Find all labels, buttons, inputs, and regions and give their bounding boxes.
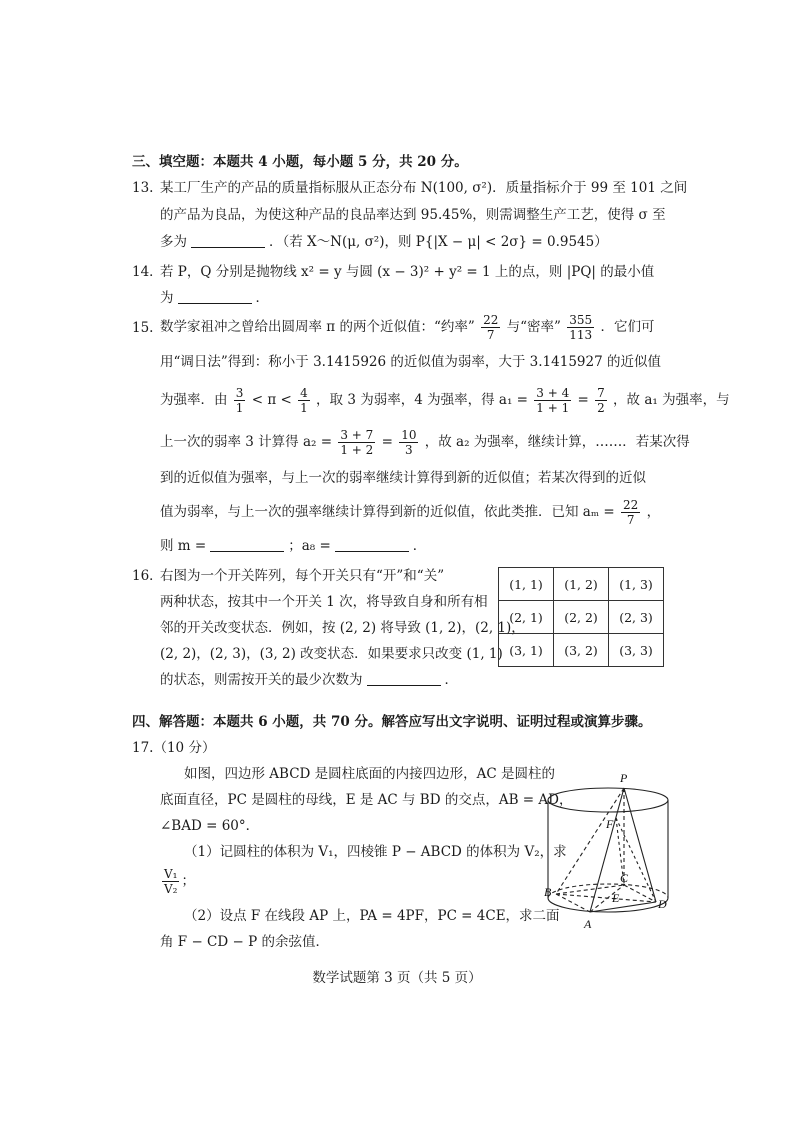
grid-cell: (1, 1) [499, 568, 554, 601]
grid-cell: (2, 2) [554, 601, 609, 634]
text-span: ， [646, 504, 661, 520]
fraction: $\frac{3 + 7}{1 + 2}$ [340, 428, 374, 457]
question-text [160, 382, 730, 418]
question-text: 到的近似值为强率，与上一次的弱率继续计算得到新的近似值；若某次得到的近似 [160, 470, 646, 486]
text-span: 则 m = [160, 538, 207, 554]
text-span: ，故 a₂ 为强率，继续计算，……．若某次得 [424, 434, 690, 450]
answer-blank[interactable] [178, 289, 252, 304]
grid-cell: (3, 3) [609, 634, 664, 667]
question-text: 如图，四边形 ABCD 是圆柱底面的内接四边形，AC 是圆柱的 [184, 766, 556, 782]
question-text: ∠BAD = 60°． [160, 818, 260, 834]
question-number: 13. [132, 180, 154, 196]
text-span: 数学家祖冲之曾给出圆周率 π 的两个近似值：“约率” [160, 319, 475, 335]
question-text [160, 424, 690, 460]
question-number: 16． [132, 568, 163, 584]
answer-blank[interactable] [335, 537, 409, 552]
question-number: 17.（10 分） [132, 740, 216, 756]
text-span: 为 [160, 290, 174, 306]
question-text: （1）记圆柱的体积为 V₁，四棱锥 P − ABCD 的体积为 V₂，求 [184, 844, 567, 860]
text-span: ； [181, 873, 195, 889]
text-span: 的状态，则需按开关的最少次数为 [160, 672, 363, 688]
label-p: P [620, 771, 628, 785]
top-ellipse [548, 788, 668, 812]
text-span: ．（若 X～N(μ, σ²)，则 P{|X − μ| < 2σ} = 0.9545） [269, 234, 608, 250]
text-span: ．它们可 [600, 319, 655, 335]
question-text [160, 310, 654, 344]
fraction: $\frac{4}{1}$ [300, 386, 308, 415]
grid-cell: (1, 3) [609, 568, 664, 601]
fraction: $\frac{10}{3}$ [401, 428, 417, 457]
text-span: = [577, 392, 589, 408]
question-text: (2, 2)，(2, 3)，(3, 2) 改变状态．如果要求只改变 (1, 1) [160, 646, 503, 662]
label-d: D [658, 897, 667, 911]
question-text [160, 670, 458, 690]
label-c: C [620, 871, 629, 885]
edge-ad [590, 902, 656, 912]
question-text: 若 P，Q 分别是抛物线 x² = y 与圆 (x − 3)² + y² = 1 上的点，则 |PQ| 的最小值 [160, 264, 655, 280]
text-span: 上一次的弱率 3 计算得 a₂ = [160, 434, 333, 450]
label-e: E [612, 891, 620, 905]
bottom-back-arc [548, 884, 668, 898]
question-text: 底面直径，PC 是圆柱的母线，E 是 AC 与 BD 的交点，AB = AD， [160, 792, 573, 808]
question-number: 14． [132, 264, 163, 280]
grid-cell: (2, 1) [499, 601, 554, 634]
question-text: 用“调日法”得到：称小于 3.1415926 的近似值为弱率，大于 3.1415927 的近似值 [160, 354, 661, 370]
grid-cell: (3, 2) [554, 634, 609, 667]
question-text: 某工厂生产的产品的质量指标服从正态分布 N(100, σ²)．质量指标介于 99 至 101 之间 [160, 180, 688, 196]
text-span: ． [255, 290, 269, 306]
label-b: B [544, 885, 552, 899]
text-span: = [381, 434, 393, 450]
section-heading: 四、解答题：本题共 6 小题，共 70 分。解答应写出文字说明、证明过程或演算步骤。 [132, 714, 652, 730]
grid-cell: (3, 1) [499, 634, 554, 667]
fraction: $\frac{\text{V₁}}{\text{V₂}}$ [164, 867, 178, 896]
text-span: ，取 3 为弱率，4 为强率，得 a₁ = [316, 392, 528, 408]
question-text: 两种状态，按其中一个开关 1 次，将导致自身和所有相 [160, 594, 488, 610]
fraction: $\frac{355}{113}$ [569, 313, 593, 342]
label-a: A [584, 917, 592, 931]
text-span: < π < [251, 392, 292, 408]
edge-pb [556, 788, 624, 894]
question-text [160, 232, 608, 252]
question-number: 15. [132, 320, 154, 336]
grid-row [499, 601, 664, 634]
question-text: （2）设点 F 在线段 AP 上，PA = 4PF，PC = 4CE，求二面 [184, 908, 560, 924]
text-span: 与“密率” [506, 319, 561, 335]
question-text [160, 288, 269, 308]
fraction: $\frac{22}{7}$ [483, 313, 499, 342]
answer-blank[interactable] [367, 671, 441, 686]
fraction: $\frac{3 + 4}{1 + 1}$ [536, 386, 570, 415]
grid-row [499, 568, 664, 601]
question-text: 角 F − CD − P 的余弦值． [160, 934, 329, 950]
section-heading: 三、填空题：本题共 4 小题，每小题 5 分，共 20 分。 [132, 154, 468, 170]
question-text [160, 494, 660, 530]
grid-row [499, 634, 664, 667]
text-span: ． [444, 672, 458, 688]
text-span: 为强率．由 [160, 392, 228, 408]
switch-grid [498, 567, 664, 667]
bottom-front-arc [548, 898, 668, 912]
grid-cell: (1, 2) [554, 568, 609, 601]
grid-cell: (2, 3) [609, 601, 664, 634]
text-span: 值为弱率，与上一次的强率继续计算得到新的近似值，依此类推．已知 aₘ = [160, 504, 615, 520]
fraction: $\frac{3}{1}$ [235, 386, 244, 415]
text-span: ，故 a₁ 为强率，与 [613, 392, 730, 408]
question-text [160, 536, 426, 556]
text-span: ；a₈ = [288, 538, 331, 554]
cylinder-figure [538, 770, 678, 940]
question-text: 右图为一个开关阵列，每个开关只有“开”和“关” [160, 568, 445, 584]
text-span: ． [412, 538, 427, 554]
question-text: 邻的开关改变状态．例如，按 (2, 2) 将导致 (1, 2)，(2, 1)， [160, 620, 525, 636]
page-footer: 数学试题第 3 页（共 5 页） [312, 970, 482, 986]
fraction: $\frac{7}{2}$ [597, 386, 605, 415]
fraction: $\frac{22}{7}$ [623, 498, 639, 527]
question-text: 的产品为良品，为使这种产品的良品率达到 95.45%，则需调整生产工艺，使得 σ 至 [160, 207, 666, 223]
answer-blank[interactable] [191, 233, 265, 248]
text-span: 多为 [160, 234, 187, 250]
answer-blank[interactable] [210, 537, 284, 552]
question-text [160, 864, 195, 898]
edge-bd [556, 894, 656, 902]
label-f: F [606, 817, 614, 831]
